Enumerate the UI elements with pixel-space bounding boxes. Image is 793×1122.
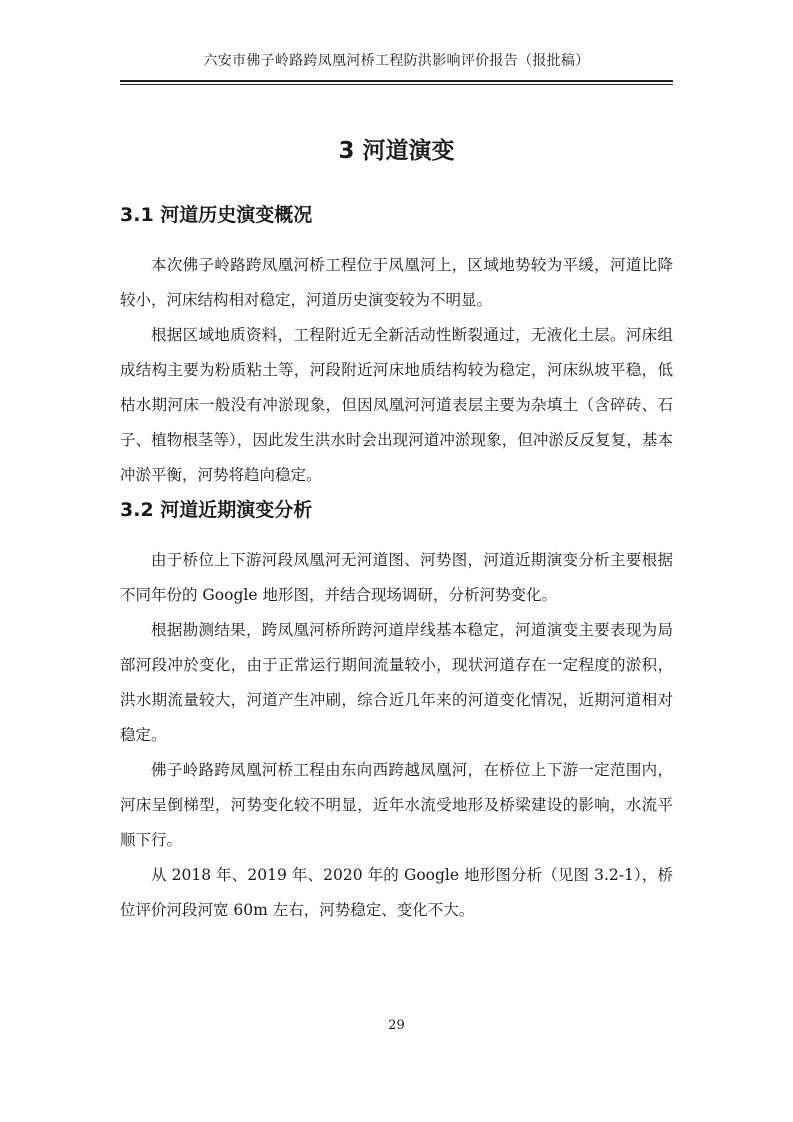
paragraph: 根据勘测结果，跨凤凰河桥所跨河道岸线基本稳定，河道演变主要表现为局部河段冲於变化，由于正常运行期间流量较小，现状河道存在一定程度的淤积，洪水期流量较大，河道产生冲刷，综合近几年来的河道变化情况，近期河道相对稳定。 bbox=[120, 621, 673, 744]
chapter-title: 3 河道演变 bbox=[338, 138, 455, 164]
running-header: 六安市佛子岭路跨凤凰河桥工程防洪影响评价报告（报批稿） bbox=[203, 53, 590, 69]
paragraph: 从 2018 年、2019 年、2020 年的 Google 地形图分析（见图 3.2-1），桥位评价河段河宽 60m 左右，河势稳定、变化不大。 bbox=[120, 866, 673, 919]
header-rule-thin bbox=[120, 84, 673, 85]
section-heading-3-1: 3.1 河道历史演变概况 bbox=[120, 204, 313, 226]
paragraph: 由于桥位上下游河段凤凰河无河道图、河势图，河道近期演变分析主要根据不同年份的 Google 地形图，并结合现场调研，分析河势变化。 bbox=[120, 551, 673, 604]
header-rule-thick bbox=[120, 80, 673, 82]
paragraph: 佛子岭路跨凤凰河桥工程由东向西跨越凤凰河，在桥位上下游一定范围内，河床呈倒梯型，河势变化较不明显，近年水流受地形及桥梁建设的影响，水流平顺下行。 bbox=[120, 761, 673, 849]
paragraph: 根据区域地质资料，工程附近无全新活动性断裂通过，无液化土层。河床组成结构主要为粉质粘土等，河段附近河床地质结构较为稳定，河床纵坡平稳，低枯水期河床一般没有冲淤现象，但因凤凰河河道表层主要为杂填土（含碎砖、石子、植物根茎等），因此发生洪水时会出现河道冲淤现象，但冲淤反反复复，基本冲淤平衡，河势将趋向稳定。 bbox=[120, 326, 673, 484]
paragraph: 本次佛子岭路跨凤凰河桥工程位于凤凰河上，区域地势较为平缓，河道比降较小，河床结构相对稳定，河道历史演变较为不明显。 bbox=[120, 256, 673, 309]
page-number: 29 bbox=[388, 1018, 405, 1033]
section-heading-3-2: 3.2 河道近期演变分析 bbox=[120, 499, 313, 521]
